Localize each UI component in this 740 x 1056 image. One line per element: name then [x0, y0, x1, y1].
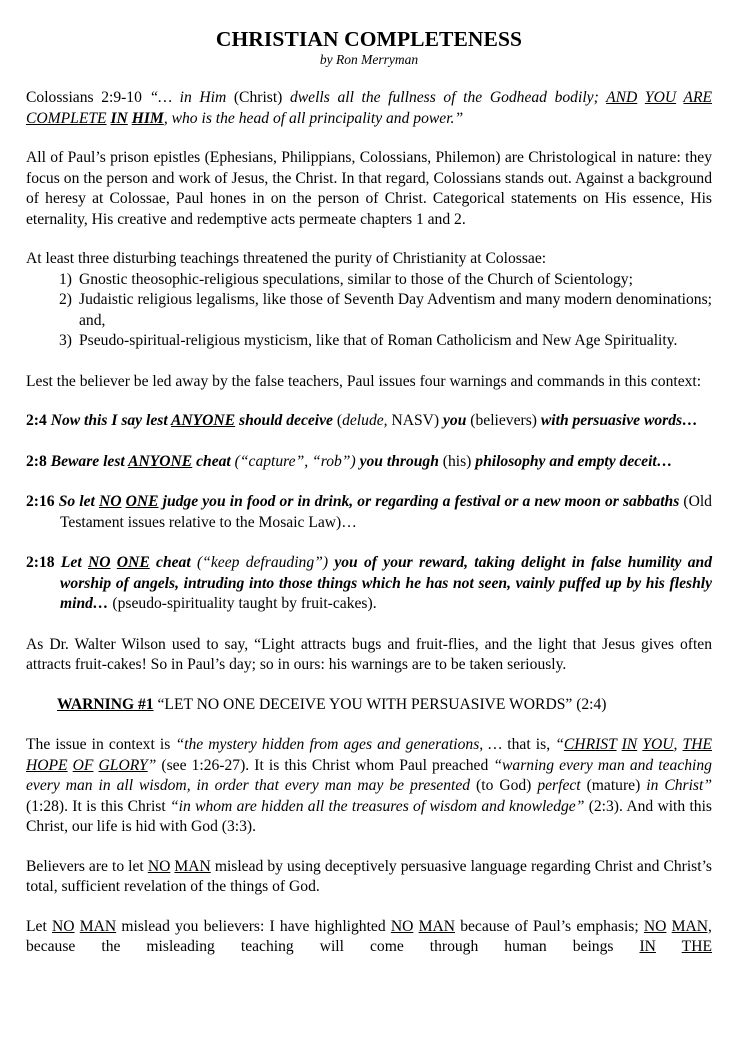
teachings-section [26, 249, 712, 352]
verse-2-16: 2:16 So let NO ONE judge you in food or in drink, or regarding a festival or a new moon or sabbaths (Old Testament issues relative to the Mosaic Law)… [26, 493, 712, 531]
list-item: 3) Pseudo-spiritual-religious mysticism, like that of Roman Catholicism and New Age Spirituality. [59, 332, 678, 349]
wilson-quote-paragraph: As Dr. Walter Wilson used to say, “Light attracts bugs and fruit-flies, and the light that Jesus gives often attracts fruit-cakes! So in Paul’s day; so in ours: his warnings are to be taken seriously. [26, 635, 712, 673]
verse-2-18: 2:18 Let NO ONE cheat (“keep defrauding”) you of your reward, taking delight in false humility and worship of angels, intruding into those things which he has not seen, vainly puffed up by his fleshly mind… (pseudo-spirituality taught by fruit-cakes). [26, 554, 712, 612]
document-title: CHRISTIAN COMPLETENESS [215, 27, 523, 51]
closing-paragraph: Let NO MAN mislead you believers: I have highlighted NO MAN because of Paul’s emphasis; NO MAN, because the misleading teaching will come through human beings IN THE [26, 917, 712, 955]
opening-verse-paragraph: Colossians 2:9-10 “… in Him (Christ) dwells all the fullness of the Godhead bodily; AND YOU ARE COMPLETE IN HIM, who is the head of all principality and power.” [26, 89, 712, 127]
author-byline: by Ron Merryman [319, 52, 419, 67]
teachings-intro: At least three disturbing teachings threatened the purity of Christianity at Colossae: [26, 250, 547, 267]
list-item: 2) Judaistic religious legalisms, like those of Seventh Day Adventism and many modern denominations; and, [59, 291, 712, 329]
warning-1-heading: WARNING #1 “LET NO ONE DECEIVE YOU WITH PERSUASIVE WORDS” (2:4) [57, 695, 607, 713]
no-man-paragraph: Believers are to let NO MAN mislead by using deceptively persuasive language regarding Christ and Christ’s total, sufficient revelation of the things of God. [26, 857, 712, 895]
verse-2-4: 2:4 Now this I say lest ANYONE should deceive (delude, NASV) you (believers) with persuasive words… [26, 412, 698, 429]
intro-paragraph: All of Paul’s prison epistles (Ephesians, Philippians, Colossians, Philemon) are Christological in nature: they focus on the person and work of Jesus, the Christ. In that regard, Colossians stands out. Against a background of heresy at Colossae, Paul hones in on the person of Christ. Categorical statements on His essence, His eternality, His creative and redemptive acts permeate chapters 1 and 2. [26, 149, 712, 228]
mystery-paragraph: The issue in context is “the mystery hidden from ages and generations, … that is, “CHRIST IN YOU, THE HOPE OF GLORY” (see 1:26-27). It is this Christ whom Paul preached “warning every man and teaching every man in all wisdom, in order that every man may be presented (to God) perfect (mature) in Christ” (1:28). It is this Christ “in whom are hidden all the treasures of wisdom and knowledge” (2:3). And with this Christ, our life is hid with God (3:3). [26, 736, 713, 835]
warnings-intro-paragraph: Lest the believer be led away by the false teachers, Paul issues four warnings and commands in this context: [26, 372, 702, 390]
verse-2-8: 2:8 Beware lest ANYONE cheat (“capture”, “rob”) you through (his) philosophy and empty deceit… [26, 452, 673, 470]
teachings-list [26, 270, 712, 352]
list-item: 1) Gnostic theosophic-religious speculations, similar to those of the Church of Scientology; [59, 270, 633, 288]
